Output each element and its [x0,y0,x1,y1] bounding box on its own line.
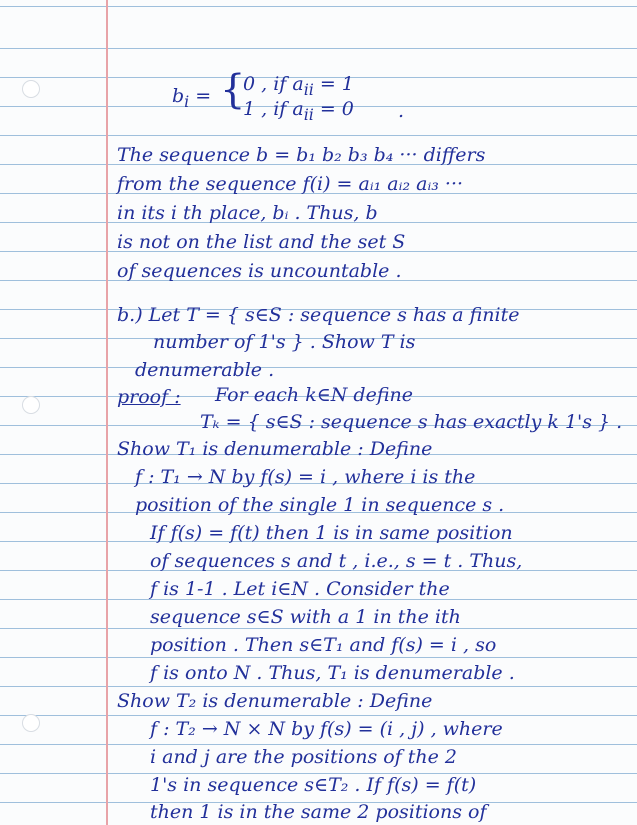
text-line: Show T₂ is denumerable : Define [117,690,433,712]
text-line: denumerable . [135,359,275,381]
piecewise-case-1: 0 , if $a_{ii} = 1$ [243,73,354,99]
text-line: of sequences s and t , i.e., s = t . Thus, [150,550,523,572]
text-line: number of 1's } . Show T is [153,331,416,353]
piecewise-lhs: $b_i$ = [172,85,212,111]
text-line: then 1 is in the same 2 positions of [150,801,487,823]
text-line: position . Then s∈T₁ and f(s) = i , so [150,634,497,656]
text-line: sequence s∈S with a 1 in the ith [150,606,461,628]
text-line: 1's in sequence s∈T₂ . If f(s) = f(t) [150,774,477,796]
text-line: f : T₂ → N × N by f(s) = (i , j) , where [150,718,503,740]
text-line: For each k∈N define [215,384,413,406]
binder-hole [22,396,40,414]
text-line: b.) Let T = { s∈S : sequence s has a finite [117,304,520,326]
text-line: in its i th place, bᵢ . Thus, b [117,202,378,224]
text-line: i and j are the positions of the 2 [150,746,458,768]
binder-hole [22,80,40,98]
text-line: is not on the list and the set S [117,231,406,253]
margin-line [106,0,108,825]
text-line: Tₖ = { s∈S : sequence s has exactly k 1's } . [200,411,623,433]
piecewise-period: . [398,100,405,122]
piecewise-case-2: 1 , if $a_{ii} = 0$ [243,98,354,124]
proof-label: proof : [117,386,181,408]
text-line: position of the single 1 in sequence s . [135,494,505,516]
text-line: f : T₁ → N by f(s) = i , where i is the [135,466,476,488]
text-line: If f(s) = f(t) then 1 is in same position [150,522,513,544]
text-line: from the sequence f(i) = aᵢ₁ aᵢ₂ aᵢ₃ ··· [117,173,464,195]
text-line: f is 1-1 . Let i∈N . Consider the [150,578,450,600]
binder-hole [22,714,40,732]
text-line: f is onto N . Thus, T₁ is denumerable . [150,662,515,684]
curly-brace: { [220,67,246,113]
text-line: of sequences is uncountable . [117,260,402,282]
text-line: Show T₁ is denumerable : Define [117,438,433,460]
text-line: The sequence b = b₁ b₂ b₃ b₄ ··· differs [117,144,486,166]
